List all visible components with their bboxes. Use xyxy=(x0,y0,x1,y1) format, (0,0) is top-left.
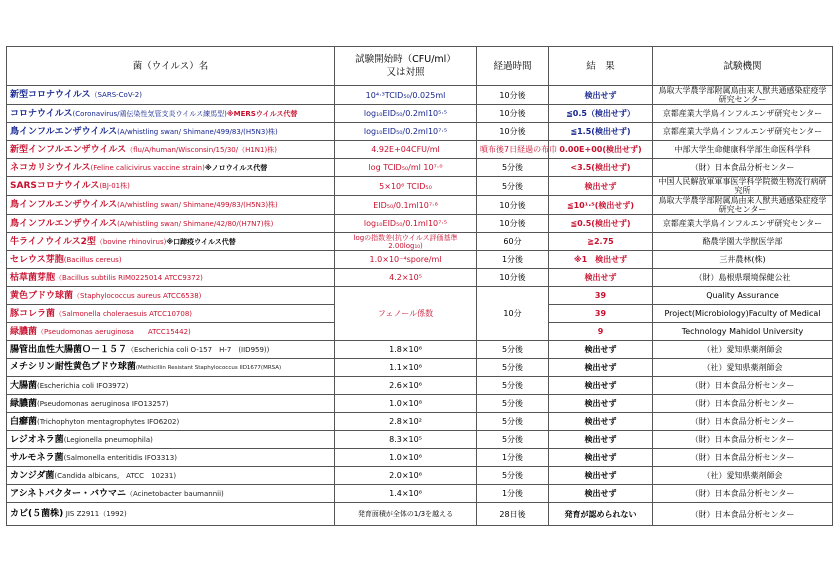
start-value: 10⁴·³TCID₅₀/0.025ml xyxy=(335,86,477,105)
organism-name: 枯草菌芽胞 xyxy=(10,272,56,283)
institution-value: （社）愛知県薬剤師会 xyxy=(653,467,833,485)
table-row xyxy=(7,377,833,395)
header-institution: 試験機関 xyxy=(653,47,833,86)
organism-note: ※ノロウイルス代替 xyxy=(204,163,268,172)
elapsed-value: 10分後 xyxy=(477,269,549,287)
result-value: 検出せず xyxy=(549,449,653,467)
institution-value: （財）日本食品分析センター xyxy=(653,377,833,395)
organism-detail: （Staphylococcus aureus ATCC6538) xyxy=(73,291,202,300)
start-value: logの指数差(抗ウイルス評価基準2.00log₁₀) xyxy=(353,233,458,250)
elapsed-value: 10分後 xyxy=(477,105,549,123)
elapsed-value: 1分後 xyxy=(477,251,549,269)
result-value: ≦1.5(検出せず) xyxy=(549,123,653,141)
table-row xyxy=(7,467,833,485)
start-value: 発育面積が全体の1/3を越える xyxy=(357,510,454,518)
organism-detail: （Escherichia coli O-157 H-7 (IID959)) xyxy=(127,345,270,354)
table-row xyxy=(7,123,833,141)
result-value: 検出せず xyxy=(549,86,653,105)
start-value: 1.0×10⁸ xyxy=(335,395,477,413)
table-row xyxy=(7,233,833,251)
organism-name: 新型インフルエンザウイルス xyxy=(10,144,127,155)
table-row xyxy=(7,449,833,467)
institution-value: 京都産業大学鳥インフルエンザ研究センター xyxy=(653,123,833,141)
table-row xyxy=(7,215,833,233)
organism-name: ネコカリシウイルス xyxy=(10,162,91,173)
organism-detail: (Feline calicivirus vaccine strain) xyxy=(90,163,205,172)
header-organism: 菌（ウイルス）名 xyxy=(7,47,335,86)
header-row xyxy=(7,47,833,86)
table-row xyxy=(7,413,833,431)
organism-detail: (A/whistling swan/ Shimane/42/80/(H7N7)株) xyxy=(117,219,274,228)
organism-detail: (Coronavirus/鶏伝染性気管支炎ウイルス練馬型) xyxy=(72,109,227,118)
result-value: 検出せず xyxy=(549,413,653,431)
institution-value: （社）愛知県薬剤師会 xyxy=(653,359,833,377)
result-value: 発育が認められない xyxy=(549,503,653,526)
elapsed-value: 1分後 xyxy=(477,449,549,467)
start-value: EID₅₀/0.1ml10⁷·⁸ xyxy=(335,196,477,215)
start-value: 8.3×10⁵ xyxy=(335,431,477,449)
organism-name: 鳥インフルエンザウイルス xyxy=(10,200,118,210)
organism-detail: (Methicillin Resistant Staphylococcus IID1677(MRSA) xyxy=(135,365,282,371)
start-value: 1.1×10⁶ xyxy=(335,359,477,377)
organism-name: 豚コレラ菌 xyxy=(10,308,56,319)
elapsed-value: 28日後 xyxy=(477,503,549,526)
table-row xyxy=(7,177,833,196)
start-value: 2.0×10⁶ xyxy=(335,467,477,485)
elapsed-value: 5分後 xyxy=(477,395,549,413)
institution-value: 京都産業大学鳥インフルエンザ研究センター xyxy=(653,105,833,123)
institution-value: 酪農学園大学獣医学部 xyxy=(653,233,833,251)
result-value: 検出せず xyxy=(549,485,653,503)
organism-name: レジオネラ菌 xyxy=(10,434,64,445)
start-value: 2.8×10² xyxy=(335,413,477,431)
result-value: ≦0.5（検出せず） xyxy=(549,105,653,123)
organism-detail: （bovine rhinovirus) xyxy=(95,237,167,246)
start-value: 5×10⁶ TCID₅₀ xyxy=(335,177,477,196)
organism-name: 白癬菌 xyxy=(10,416,38,427)
elapsed-value: 10分後 xyxy=(477,86,549,105)
start-value: log TCID₅₀/ml 10⁷·⁰ xyxy=(335,159,477,177)
header-start xyxy=(335,47,477,86)
institution-value: （財）日本食品分析センター xyxy=(653,449,833,467)
institution-value: （財）島根県環境保健公社 xyxy=(653,269,833,287)
elapsed-value: 5分後 xyxy=(477,177,549,196)
table-row xyxy=(7,196,833,215)
result-value: 検出せず xyxy=(549,395,653,413)
institution-value: （財）日本食品分析センター xyxy=(653,431,833,449)
result-value: 検出せず xyxy=(549,431,653,449)
result-value: ≦10¹·⁵(検出せず) xyxy=(549,196,653,215)
elapsed-value: 10分後 xyxy=(477,196,549,215)
table-row xyxy=(7,431,833,449)
organism-detail: （Bacillus subtilis RIM0225014 ATCC9372) xyxy=(55,273,203,282)
organism-detail: (Escherichia coli IFO3972) xyxy=(37,381,129,390)
result-value: 検出せず xyxy=(549,359,653,377)
organism-detail: (Bacillus cereus) xyxy=(63,255,122,264)
start-value: 4.92E+04CFU/ml xyxy=(335,141,477,159)
institution-value: （財）日本食品分析センター xyxy=(653,503,833,526)
institution-value: 中部大学生命健康科学部生命医科学科 xyxy=(653,141,833,159)
institution-value: （財）日本食品分析センター xyxy=(653,159,833,177)
result-value: 検出せず xyxy=(549,269,653,287)
start-value: 2.6×10⁶ xyxy=(335,377,477,395)
start-value: log₁₀EID₅₀/0.2ml10⁵·⁵ xyxy=(335,105,477,123)
organism-name: 鳥インフルエンザウイルス xyxy=(10,218,118,229)
result-value: 検出せず xyxy=(549,177,653,196)
institution-value: Technology Mahidol University xyxy=(653,323,833,341)
organism-detail: （Salmonella choleraesuis ATCC10708) xyxy=(55,309,193,318)
organism-note: ※MERSウイルス代替 xyxy=(226,109,298,118)
organism-name: カンジダ菌 xyxy=(10,470,55,481)
elapsed-value: 5分後 xyxy=(477,413,549,431)
organism-detail: (Candida albicans, ATCC 10231) xyxy=(54,471,177,480)
institution-value: （社）愛知県薬剤師会 xyxy=(653,341,833,359)
organism-name: セレウス芽胞 xyxy=(10,254,64,265)
institution-value: （財）日本食品分析センター xyxy=(653,413,833,431)
result-value: 39 xyxy=(549,305,653,323)
table-row xyxy=(7,159,833,177)
test-results-table xyxy=(6,46,833,526)
header-result: 結 果 xyxy=(549,47,653,86)
header-elapsed: 経過時間 xyxy=(477,47,549,86)
table-row xyxy=(7,287,833,305)
organism-name: 黄色ブドウ球菌 xyxy=(10,290,74,301)
start-value: フェノール係数 xyxy=(335,287,477,341)
organism-detail: （SARS-CoV-2) xyxy=(90,91,142,99)
result-value: 9 xyxy=(549,323,653,341)
organism-name: カビ(５菌株) xyxy=(10,509,64,519)
organism-name: アシネトバクター・バウマニ xyxy=(10,488,127,499)
start-value: 4.2×10⁵ xyxy=(335,269,477,287)
organism-detail: （Pseudomonas aeruginosa ATCC15442) xyxy=(37,327,191,336)
organism-detail: (A/whistling swan/ Shimane/499/83/(H5N3)株) xyxy=(117,201,278,209)
start-value: log₁₀EID₅₀/0.1ml10⁷·⁵ xyxy=(335,215,477,233)
elapsed-value: 10分 xyxy=(477,287,549,341)
organism-name: 緑膿菌 xyxy=(10,398,38,409)
table-row xyxy=(7,141,833,159)
organism-name: 牛ライノウイルス2型 xyxy=(10,236,96,247)
result-value: 0.00E+00(検出せず) xyxy=(549,141,653,159)
institution-value: 三井農林(株) xyxy=(653,251,833,269)
institution-value: Project(Microbiology)Faculty of Medical xyxy=(653,305,833,323)
organism-detail: (A/whistling swan/ Shimane/499/83/(H5N3)株) xyxy=(117,127,278,136)
table-row xyxy=(7,86,833,105)
table-row xyxy=(7,269,833,287)
organism-name: メチシリン耐性黄色ブドウ球菌 xyxy=(10,362,136,372)
table-row xyxy=(7,485,833,503)
elapsed-value: 5分後 xyxy=(477,431,549,449)
organism-name: 緑膿菌 xyxy=(10,326,38,337)
elapsed-value: 5分後 xyxy=(477,341,549,359)
organism-detail: （flu/A/human/Wisconsin/15/30/（H1N1)株) xyxy=(126,145,277,154)
elapsed-value: 5分後 xyxy=(477,467,549,485)
organism-name: 腸管出血性大腸菌Ｏ－１５７ xyxy=(10,344,128,355)
result-value: 検出せず xyxy=(549,467,653,485)
table-row xyxy=(7,503,833,526)
organism-name: 新型コロナウイルス xyxy=(10,90,91,100)
elapsed-value: 5分後 xyxy=(477,359,549,377)
organism-detail: (BJ-01株) xyxy=(99,182,130,190)
result-value: 39 xyxy=(549,287,653,305)
elapsed-value: 5分後 xyxy=(477,377,549,395)
organism-detail: （Acinetobacter baumannii) xyxy=(126,489,224,498)
institution-value: 京都産業大学鳥インフルエンザ研究センター xyxy=(653,215,833,233)
elapsed-value: 1分後 xyxy=(477,485,549,503)
organism-detail: (Trichophyton mentagrophytes IFO6202) xyxy=(37,417,180,426)
institution-value: （財）日本食品分析センター xyxy=(653,485,833,503)
start-value: 1.0×10⁻⁴spore/ml xyxy=(335,251,477,269)
result-value: ※1 検出せず xyxy=(549,251,653,269)
start-value: 1.8×10⁶ xyxy=(335,341,477,359)
organism-name: 大腸菌 xyxy=(10,380,38,391)
start-value: 1.0×10⁶ xyxy=(335,449,477,467)
elapsed-value: 噴布後7日経過の布巾 xyxy=(477,141,549,159)
institution-value: 鳥取大学農学部附属鳥由来人獣共通感染症疫学研究センター xyxy=(658,196,827,214)
result-value: <3.5(検出せず) xyxy=(549,159,653,177)
table-row xyxy=(7,251,833,269)
result-value: 検出せず xyxy=(549,341,653,359)
organism-note: ※口蹄疫ウイルス代替 xyxy=(166,237,236,246)
table-row xyxy=(7,395,833,413)
organism-name: SARSコロナウイルス xyxy=(10,181,100,191)
organism-detail: JIS Z2911（1992) xyxy=(65,510,127,518)
organism-name: サルモネラ菌 xyxy=(10,452,64,463)
organism-detail: (Legionella pneumophila) xyxy=(63,435,153,444)
institution-value: （財）日本食品分析センター xyxy=(653,395,833,413)
organism-detail: (Pseudomonas aeruginosa IFO13257) xyxy=(37,399,169,408)
organism-name: コロナウイルス xyxy=(10,108,73,119)
elapsed-value: 10分後 xyxy=(477,123,549,141)
elapsed-value: 10分後 xyxy=(477,215,549,233)
organism-name: 鳥インフルエンザウイルス xyxy=(10,126,118,137)
result-value: ≧2.75 xyxy=(549,233,653,251)
table-row xyxy=(7,359,833,377)
elapsed-value: 5分後 xyxy=(477,159,549,177)
elapsed-value: 60分 xyxy=(477,233,549,251)
result-value: ≦0.5(検出せず) xyxy=(549,215,653,233)
table-row xyxy=(7,105,833,123)
organism-detail: (Salmonella enteritidis IFO3313) xyxy=(63,453,177,462)
start-value: 1.4×10⁶ xyxy=(335,485,477,503)
start-value: log₁₀EID₅₀/0.2ml10⁷·⁵ xyxy=(335,123,477,141)
table-row xyxy=(7,341,833,359)
header-start-text: 試験開始時（CFU/ml） 又は対照 xyxy=(355,54,456,78)
institution-value: 中国人民解放軍軍事医学科学院微生物流行病研究所 xyxy=(658,177,827,195)
result-value: 検出せず xyxy=(549,377,653,395)
institution-value: 鳥取大学農学部附属鳥由来人獣共通感染症疫学研究センター xyxy=(658,86,827,104)
institution-value: Quality Assurance xyxy=(653,287,833,305)
